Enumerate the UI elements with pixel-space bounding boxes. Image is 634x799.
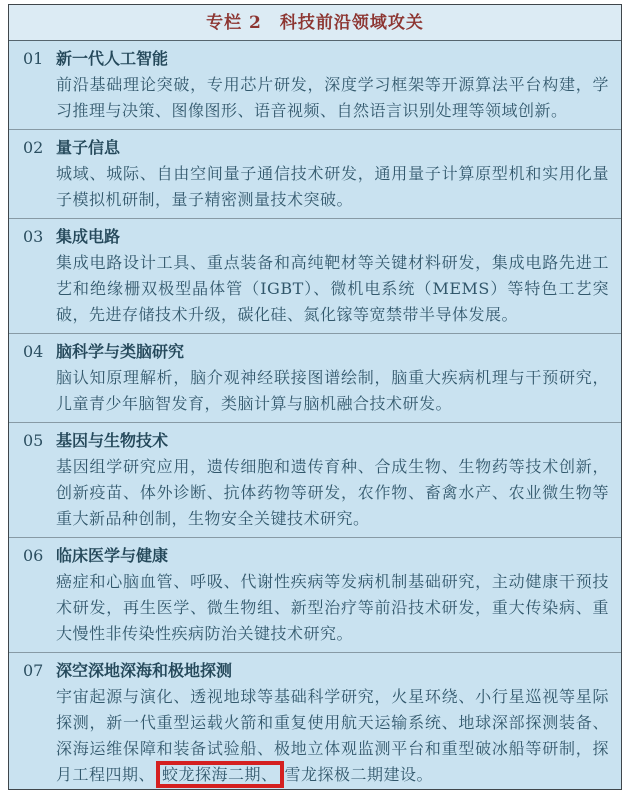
row-number: 05	[23, 431, 44, 450]
row-title: 集成电路	[56, 227, 121, 246]
row-body: 基因组学研究应用，遗传细胞和遗传育种、合成生物、生物药等技术创新，创新疫苗、体外诊断、抗体药物等研发，农作物、畜禽水产、农业微生物等重大新品种创制，生物安全关键技术研究。	[56, 457, 609, 528]
row-body: 癌症和心脑血管、呼吸、代谢性疾病等发病机制基础研究，主动健康干预技术研发，再生医学、微生物组、新型治疗等前沿技术研发，重大传染病、重大慢性非传染性疾病防治关键技术研究。	[56, 572, 609, 643]
row-number: 04	[23, 342, 44, 361]
row-body: 城域、城际、自由空间量子通信技术研发，通用量子计算原型机和实用化量子模拟机研制，量子精密测量技术突破。	[56, 164, 609, 209]
row-number: 02	[23, 138, 44, 157]
row-content	[56, 428, 609, 532]
row-body-text-after: 雪龙探极二期建设。	[284, 765, 434, 784]
row-body	[56, 684, 609, 788]
row-content	[56, 46, 609, 124]
row-body-text-before: 宇宙起源与演化、透视地球等基础科学研究，火星环绕、小行星巡视等星际探测，新一代重型运载火箭和重复使用航天运输系统、地球深部探测装备、深海运维保障和装备试验船、极地立体观监测平台和重型破冰船等研制，探月工程四期、	[56, 687, 609, 784]
table-row-02	[9, 130, 621, 219]
row-content	[56, 658, 609, 788]
row-title: 深空深地深海和极地探测	[56, 661, 233, 680]
row-title: 新一代人工智能	[56, 49, 169, 68]
row-title: 脑科学与类脑研究	[56, 342, 185, 361]
table-row-07	[9, 653, 621, 790]
row-content	[56, 339, 609, 417]
table-row-01	[9, 41, 621, 130]
table-row-05	[9, 423, 621, 538]
panel	[8, 4, 622, 790]
row-body: 集成电路设计工具、重点装备和高纯靶材等关键材料研发，集成电路先进工艺和绝缘栅双极型晶体管（IGBT）、微机电系统（MEMS）等特色工艺突破，先进存储技术升级，碳化硅、氮化镓等宽禁带半导体发展。	[56, 253, 609, 324]
row-number: 06	[23, 546, 44, 565]
row-body: 脑认知原理解析，脑介观神经联接图谱绘制，脑重大疾病机理与干预研究，儿童青少年脑智发育，类脑计算与脑机融合技术研发。	[56, 368, 609, 413]
row-number: 03	[23, 227, 44, 246]
row-title: 量子信息	[56, 138, 121, 157]
panel-title: 专栏 2 科技前沿领域攻关	[206, 13, 424, 33]
table-row-06	[9, 538, 621, 653]
highlight-box: 蛟龙探海二期、	[156, 761, 284, 788]
row-title: 临床医学与健康	[56, 546, 169, 565]
row-body: 前沿基础理论突破，专用芯片研发，深度学习框架等开源算法平台构建，学习推理与决策、图像图形、语音视频、自然语言识别处理等领域创新。	[56, 75, 609, 120]
panel-header	[9, 5, 621, 41]
row-content	[56, 224, 609, 328]
row-number: 01	[23, 49, 44, 68]
row-content	[56, 543, 609, 647]
row-title: 基因与生物技术	[56, 431, 169, 450]
row-content	[56, 135, 609, 213]
table-row-03	[9, 219, 621, 334]
table-row-04	[9, 334, 621, 423]
row-number: 07	[23, 661, 44, 680]
